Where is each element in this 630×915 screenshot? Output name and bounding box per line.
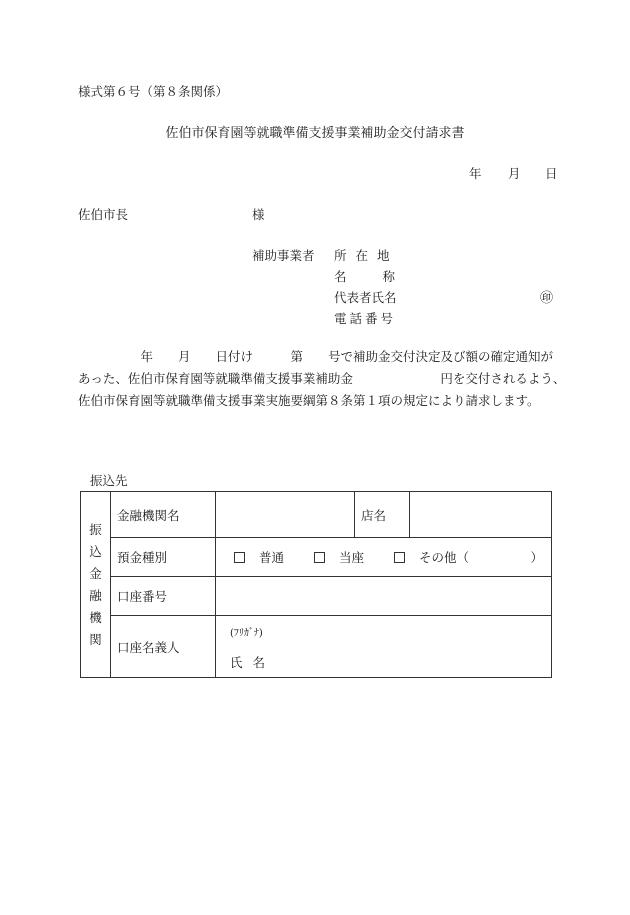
date-month: 月: [508, 166, 521, 181]
vertical-char: 込: [89, 543, 102, 559]
checkbox-toza[interactable]: [314, 552, 325, 563]
name-label-part-1: 名: [334, 269, 347, 284]
table-row: [81, 492, 552, 538]
applicant-label: 補助事業者: [252, 248, 315, 263]
vertical-char: 関: [89, 631, 102, 647]
name-label-part-2: 称: [382, 269, 396, 284]
body-text-line-3: 佐伯市保育園等就職準備支援事業実施要綱第８条第１項の規定により請求します。: [78, 393, 540, 408]
option-toza: 当座: [339, 550, 365, 565]
representative-label: 代表者氏名: [334, 290, 397, 305]
holder-label: 口座名義人: [111, 616, 216, 678]
furigana-label: (ﾌﾘｶﾞﾅ): [230, 628, 263, 639]
account-number-label: 口座番号: [111, 577, 216, 616]
form-number: 様式第６号（第８条関係）: [78, 84, 229, 99]
address-label: 所在地: [334, 248, 399, 263]
body-text-line-2: あった、佐伯市保育園等就職準備支援事業補助金 円を交付されるよう、: [78, 371, 566, 386]
table-row: [81, 538, 552, 577]
date-year: 年: [469, 166, 482, 181]
table-row: [81, 616, 552, 678]
bank-table: [80, 491, 552, 678]
phone-label: 電話番号: [334, 311, 397, 326]
account-type-label: 預金種別: [111, 538, 216, 577]
vertical-char: 金: [89, 565, 102, 581]
seal-mark: ㊞: [540, 291, 554, 306]
addressee-honorific: 様: [252, 207, 265, 222]
table-row: [81, 577, 552, 616]
branch-label: 店名: [355, 492, 410, 538]
vertical-char: 振: [89, 521, 102, 537]
name-label: [334, 271, 395, 284]
option-other: その他（: [419, 550, 470, 565]
holder-field[interactable]: [216, 616, 552, 678]
holder-name-label: 氏名: [230, 655, 276, 670]
option-futsu: 普通: [259, 550, 285, 565]
body-text-line-1: 年 月 日付け 第 号で補助金交付決定及び額の確定通知が: [78, 349, 554, 364]
account-number-field[interactable]: [216, 577, 552, 616]
document-title: 佐伯市保育園等就職準備支援事業補助金交付請求書: [165, 126, 465, 141]
addressee-name: 佐伯市長: [78, 207, 129, 222]
account-type-field: [216, 538, 552, 577]
institution-field[interactable]: [216, 492, 355, 538]
checkbox-other[interactable]: [394, 552, 405, 563]
institution-label: 金融機関名: [111, 492, 216, 538]
vertical-char: 機: [89, 609, 102, 625]
vertical-char: 融: [89, 587, 102, 603]
date-day: 日: [545, 166, 558, 181]
checkbox-futsu[interactable]: [234, 552, 245, 563]
branch-field[interactable]: [410, 492, 552, 538]
bank-vertical-label: [81, 492, 111, 678]
bank-heading: 振込先: [90, 473, 128, 488]
option-other-close: ）: [530, 550, 543, 565]
